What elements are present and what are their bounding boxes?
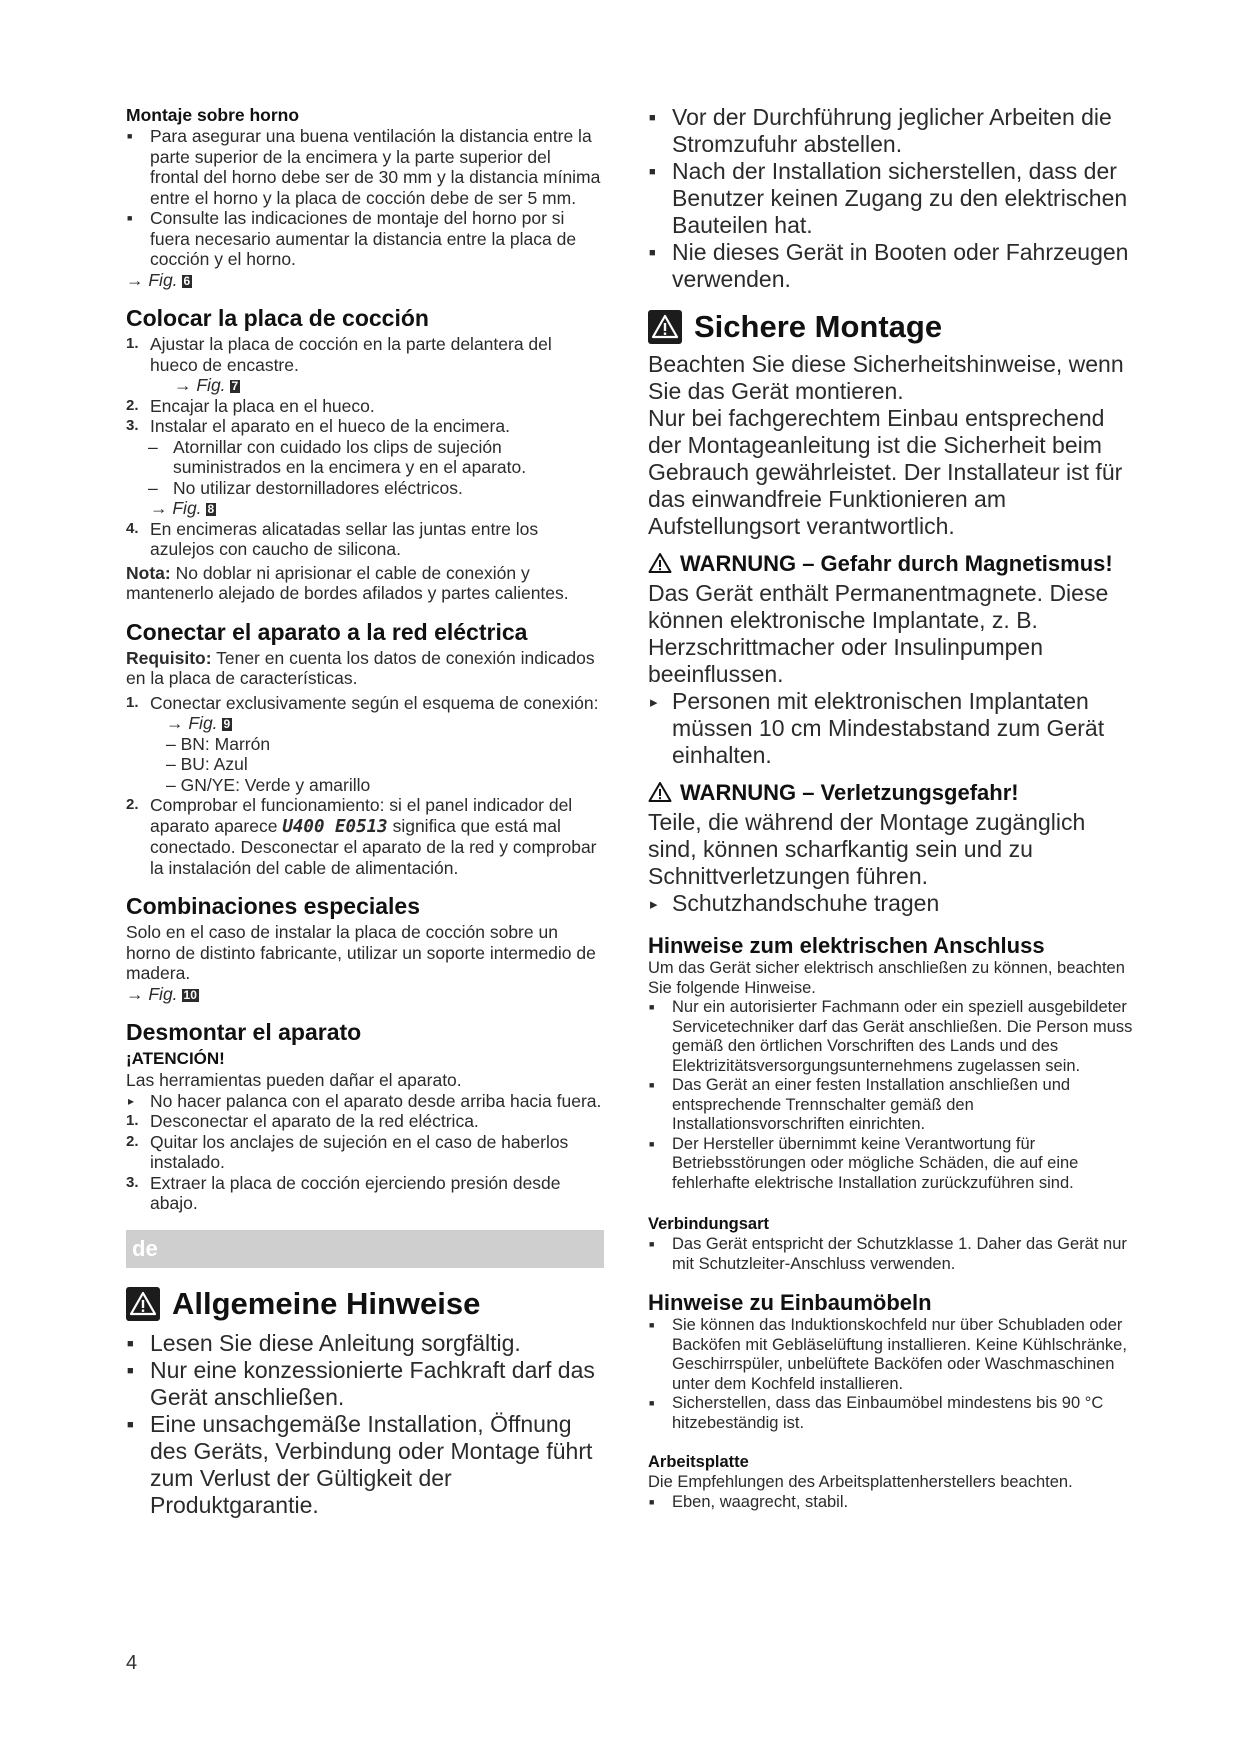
section-montaje — [126, 104, 604, 290]
elektrisch-list — [648, 998, 1138, 1193]
section-desmontar — [126, 1018, 604, 1214]
fig-ref-text: → Fig. — [126, 983, 178, 1004]
top-safety-list — [648, 104, 1138, 293]
list-item: ■ Eben, waagrecht, stabil. — [648, 1493, 1138, 1513]
list-item: ■ Nur ein autorisierter Fachmann oder ein speziell ausgebildeter Servicetechniker darf das Gerät anschließen. Die Person muss gemäß den örtlichen Vorschriften des Lands und des Elektrizitätsversorgungsunternehmens zugelassen sein. — [648, 998, 1138, 1076]
fig-ref — [126, 270, 604, 291]
warning-magnetismus — [648, 550, 1138, 769]
step-text: Desconectar el aparato de la red eléctrica. — [150, 1111, 479, 1131]
fig-number: 10 — [183, 987, 197, 1002]
wire-item: – BU: Azul — [166, 754, 248, 774]
error-code-display: U400 E0513 — [282, 816, 388, 837]
list-item: ■ Lesen Sie diese Anleitung sorgfältig. — [126, 1330, 604, 1357]
wire-item: – GN/YE: Verde y amarillo — [166, 774, 371, 795]
sichere-title: Sichere Montage — [694, 309, 943, 344]
conectar-title: Conectar el aparato a la red eléctrica — [126, 618, 528, 645]
fig-number: 9 — [223, 717, 231, 731]
fig-ref — [126, 498, 604, 519]
sichere-heading — [648, 307, 1138, 347]
desmontar-title: Desmontar el aparato — [126, 1019, 362, 1045]
list-item: ■ Consulte las indicaciones de montaje del horno por si fuera necesario aumentar la distancia entre la placa de cocción y el horno. — [126, 208, 604, 270]
warning-text: Teile, die während der Montage zugänglich sind, können scharfkantig sein und zu Schnittverletzungen führen. — [648, 809, 1086, 889]
left-column — [126, 104, 604, 1519]
fig-ref-text: → Fig. — [174, 375, 226, 395]
fig-ref — [150, 375, 604, 396]
section-combinaciones — [126, 892, 604, 1004]
section-conectar — [126, 618, 604, 879]
section-sichere-montage — [648, 307, 1138, 540]
list-item: 1. Conectar exclusivamente según el esquema de conexión: → Fig. 9 – BN: Marrón – BU: Azul – GN/YE: Verde y amarillo — [126, 693, 604, 796]
section-einbaumoebel — [648, 1290, 1138, 1433]
right-column — [648, 104, 1138, 1512]
list-item: ■ Nur eine konzessionierte Fachkraft darf das Gerät anschließen. — [126, 1357, 604, 1411]
step-text: Comprobar el funcionamiento: si el panel indicador del aparato aparece — [150, 795, 573, 836]
warning-triangle-icon — [648, 781, 672, 809]
action-item: ▸ No hacer palanca con el aparato desde arriba hacia fuera. — [126, 1091, 604, 1112]
section-arbeitsplatte — [648, 1451, 1138, 1512]
warning-title-text: WARNUNG – Gefahr durch Magnetismus! — [680, 551, 1113, 576]
requisito — [126, 648, 604, 689]
nota-label: Nota: — [126, 562, 171, 583]
einbau-title: Hinweise zu Einbaumöbeln — [648, 1290, 932, 1315]
allgemeine-title: Allgemeine Hinweise — [172, 1285, 481, 1321]
language-bar — [126, 1230, 604, 1268]
action-item: ▸ Personen mit elektronischen Implantaten müssen 10 cm Mindestabstand zum Gerät einhalten. — [648, 688, 1138, 769]
fig-number: 7 — [231, 379, 239, 393]
list-item: ■ Sicherstellen, dass das Einbaumöbel mindestens bis 90 °C hitzebeständig ist. — [648, 1394, 1138, 1433]
list-item: 2. Quitar los anclajes de sujeción en el caso de haberlos instalado. — [126, 1131, 569, 1172]
wire-text: BU: Azul — [180, 754, 248, 774]
warning-icon — [648, 310, 682, 344]
warning-triangle-icon — [648, 552, 672, 580]
step-text: Quitar los anclajes de sujeción en el caso de haberlos instalado. — [150, 1131, 569, 1172]
allgemeine-list — [126, 1330, 604, 1519]
step-text: Conectar exclusivamente según el esquema de conexión: — [150, 692, 599, 713]
list-item: 1. Desconectar el aparato de la red eléctrica. — [126, 1111, 479, 1131]
step-text: Instalar el aparato en el hueco de la encimera. — [150, 416, 510, 436]
arbeitsplatte-list — [648, 1493, 1138, 1513]
elektrisch-title: Hinweise zum elektrischen Anschluss — [648, 933, 1045, 958]
list-item: 2. Comprobar el funcionamiento: si el panel indicador del aparato aparece U400 E0513 significa que está mal conectado. Desconectar el aparato de la red y comprobar la instalación del cable de alimentación. — [126, 795, 597, 878]
desmontar-steps — [126, 1111, 604, 1214]
montaje-title: Montaje sobre horno — [126, 105, 300, 125]
list-item: ■ Das Gerät an einer festen Installation anschließen und entsprechende Trennschalter gemäß den Installationsvorschriften einrichten. — [648, 1076, 1138, 1135]
section-verbindungsart — [648, 1213, 1138, 1274]
warning-title-text: WARNUNG – Verletzungsgefahr! — [680, 780, 1019, 805]
step-text: Ajustar la placa de cocción en la parte delantera del hueco de encastre. — [150, 334, 552, 375]
dash-item: – No utilizar destornilladores eléctricos. — [126, 478, 604, 499]
step-text: significa que está mal conectado. Desconectar el aparato de la red y comprobar la instalación del cable de alimentación. — [150, 815, 597, 878]
fig-number: 8 — [207, 502, 215, 516]
wire-text: GN/YE: Verde y amarillo — [180, 774, 371, 795]
list-item: ■ Der Hersteller übernimmt keine Verantwortung für Betriebsstörungen oder mögliche Schäden, die auf eine fehlerhafte elektrische Installation zurückzuführen sind. — [648, 1135, 1138, 1194]
colocar-steps — [126, 334, 604, 437]
list-item: 3. Instalar el aparato en el hueco de la encimera. — [126, 416, 510, 436]
warning-verletzung — [648, 779, 1138, 917]
fig-ref — [150, 713, 604, 734]
list-item: 4. En encimeras alicatadas sellar las juntas entre los azulejos con caucho de silicona. — [126, 518, 539, 559]
atencion-label: ¡ATENCIÓN! — [126, 1049, 225, 1068]
arbeitsplatte-text: Die Empfehlungen des Arbeitsplattenherstellers beachten. — [648, 1473, 1073, 1491]
sichere-p1: Beachten Sie diese Sicherheitshinweise, wenn Sie das Gerät montieren. — [648, 351, 1124, 404]
list-item: 1. Ajustar la placa de cocción en la parte delantera del hueco de encastre. → Fig. 7 — [126, 334, 604, 396]
section-colocar — [126, 304, 604, 604]
warning-title — [648, 779, 1138, 809]
section-elektrisch — [648, 933, 1138, 1193]
combinaciones-text: Solo en el caso de instalar la placa de cocción sobre un horno de distinto fabricante, utilizar un soporte intermedio de madera. — [126, 922, 596, 983]
einbau-list — [648, 1316, 1138, 1433]
step-text: Encajar la placa en el hueco. — [150, 395, 375, 416]
arbeitsplatte-title: Arbeitsplatte — [648, 1453, 749, 1471]
fig-ref-text: → Fig. — [150, 498, 202, 518]
list-item: ■ Vor der Durchführung jeglicher Arbeiten die Stromzufuhr abstellen. — [648, 104, 1138, 158]
requisito-label: Requisito: — [126, 647, 212, 668]
wire-item: – BN: Marrón — [166, 733, 271, 754]
verbindungsart-list — [648, 1235, 1138, 1274]
fig-number: 6 — [183, 273, 191, 288]
allgemeine-heading — [126, 1284, 604, 1324]
list-item: ■ Nie dieses Gerät in Booten oder Fahrzeugen verwenden. — [648, 239, 1138, 293]
list-item: ■ Nach der Installation sicherstellen, dass der Benutzer keinen Zugang zu den elektrischen Bauteilen hat. — [648, 158, 1138, 239]
section-allgemeine — [126, 1284, 604, 1519]
list-item: 3. Extraer la placa de cocción ejerciendo presión desde abajo. — [126, 1172, 561, 1213]
list-item: ■ Eine unsachgemäße Installation, Öffnung des Geräts, Verbindung oder Montage führt zum Verlust der Gültigkeit der Produktgarantie. — [126, 1411, 604, 1519]
verbindungsart-title: Verbindungsart — [648, 1215, 770, 1233]
list-item: ■ Sie können das Induktionskochfeld nur über Schubladen oder Backöfen mit Gebläselüftung installieren. Keine Kühlschränke, Geschirrspüler, unbelüftete Backöfen oder Waschmaschinen unter dem Kochfeld installieren. — [648, 1316, 1138, 1394]
nota-text: No doblar ni aprisionar el cable de conexión y mantenerlo alejado de bordes afilados y partes calientes. — [126, 562, 569, 603]
elektrisch-intro: Um das Gerät sicher elektrisch anschließen zu können, beachten Sie folgende Hinweise. — [648, 959, 1125, 997]
requisito-text: Tener en cuenta los datos de conexión indicados en la placa de características. — [126, 647, 595, 688]
fig-ref-text: → Fig. — [126, 269, 178, 290]
list-item: ■ Para asegurar una buena ventilación la distancia entre la parte superior de la encimera y la parte superior del frontal del horno debe ser de 30 mm y la distancia mínima entre el horno y la placa de cocción debe de ser 5 mm. — [126, 126, 604, 208]
nota — [126, 563, 604, 604]
fig-ref-text: → Fig. — [166, 713, 218, 733]
combinaciones-title: Combinaciones especiales — [126, 893, 421, 919]
desmontar-warning: Las herramientas pueden dañar el aparato. — [126, 1070, 462, 1090]
action-item: ▸ Schutzhandschuhe tragen — [648, 890, 1138, 917]
language-tag: de — [132, 1235, 158, 1261]
dash-item: – Atornillar con cuidado los clips de sujeción suministrados en la encimera y en el aparato. — [126, 437, 604, 478]
list-item: 2. Encajar la placa en el hueco. — [126, 395, 375, 416]
list-item: ■ Das Gerät entspricht der Schutzklasse 1. Daher das Gerät nur mit Schutzleiter-Anschluss verwenden. — [648, 1235, 1138, 1274]
fig-ref — [126, 984, 604, 1005]
step-text: Extraer la placa de cocción ejerciendo presión desde abajo. — [150, 1172, 561, 1213]
sichere-p2: Nur bei fachgerechtem Einbau entsprechend der Montageanleitung ist die Sicherheit beim Gebrauch gewährleistet. Der Installateur ist für das einwandfreie Funktionieren am Aufstellungsort verantwortlich. — [648, 405, 1123, 539]
warning-icon — [126, 1287, 160, 1321]
wire-text: BN: Marrón — [180, 733, 271, 754]
colocar-title: Colocar la placa de cocción — [126, 305, 429, 331]
warning-title — [648, 550, 1138, 580]
page-number: 4 — [126, 1652, 138, 1674]
montaje-list — [126, 126, 604, 270]
warning-text: Das Gerät enthält Permanentmagnete. Diese können elektronische Implantate, z. B. Herzschrittmacher oder Insulinpumpen beeinflussen. — [648, 580, 1109, 687]
conectar-steps — [126, 693, 604, 879]
step-text: En encimeras alicatadas sellar las juntas entre los azulejos con caucho de silicona. — [150, 518, 539, 559]
